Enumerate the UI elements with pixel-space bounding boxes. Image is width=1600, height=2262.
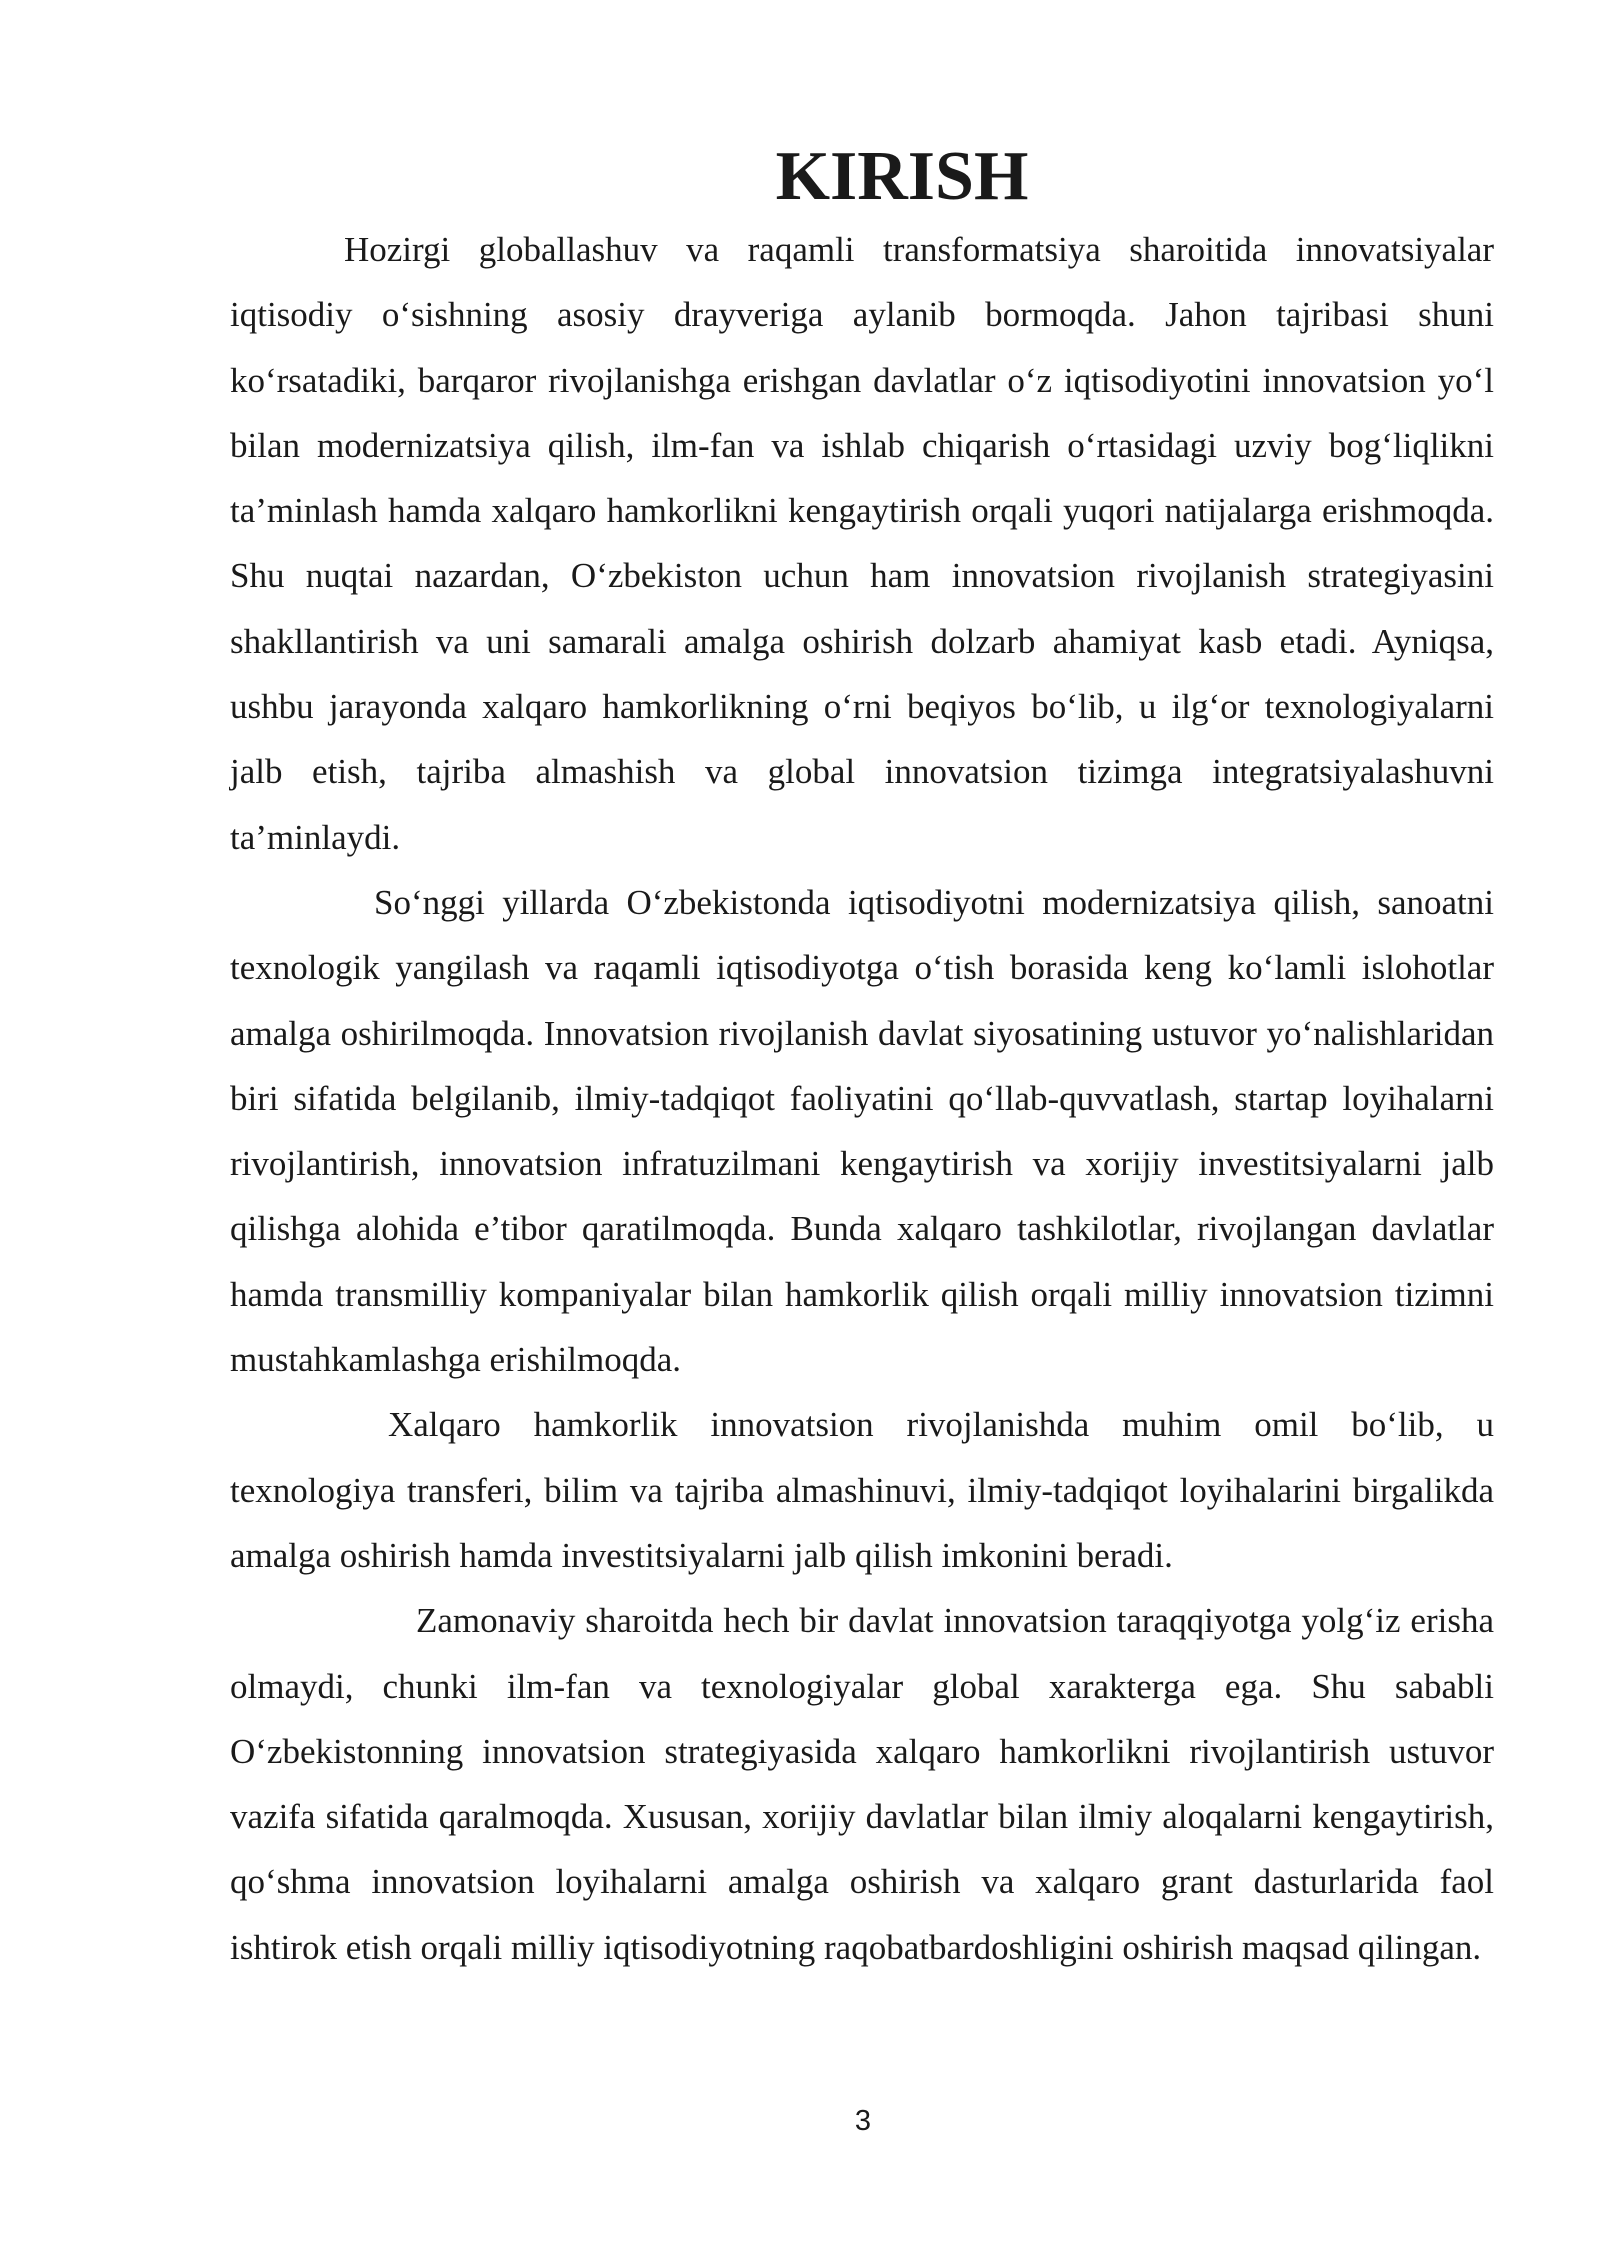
document-body xyxy=(230,138,1494,1980)
paragraph-1: Hozirgi globallashuv va raqamli transformatsiya sharoitida innovatsiyalar iqtisodiy o‘sishning asosiy drayveriga aylanib bormoqda. Jahon tajribasi shuni ko‘rsatadiki, barqaror rivojlanishga erishgan davlatlar o‘z iqtisodiyotini innovatsion yo‘l bilan modernizatsiya qilish, ilm-fan va ishlab chiqarish o‘rtasidagi uzviy bog‘liqlikni ta’minlash hamda xalqaro hamkorlikni kengaytirish orqali yuqori natijalarga erishmoqda. Shu nuqtai nazardan, O‘zbekiston uchun ham innovatsion rivojlanish strategiyasini shakllantirish va uni samarali amalga oshirish dolzarb ahamiyat kasb etadi. Ayniqsa, ushbu jarayonda xalqaro hamkorlikning o‘rni beqiyos bo‘lib, u ilg‘or texnologiyalarni jalb etish, tajriba almashish va global innovatsion tizimga integratsiyalashuvni ta’minlaydi. xyxy=(230,230,1494,857)
paragraph-4: Zamonaviy sharoitda hech bir davlat innovatsion taraqqiyotga yolg‘iz erisha olmaydi, chunki ilm-fan va texnologiyalar global xarakterga ega. Shu sababli O‘zbekistonning innovatsion strategiyasida xalqaro hamkorlikni rivojlantirish ustuvor vazifa sifatida qaralmoqda. Xususan, xorijiy davlatlar bilan ilmiy aloqalarni kengaytirish, qo‘shma innovatsion loyihalarni amalga oshirish va xalqaro grant dasturlarida faol ishtirok etish orqali milliy iqtisodiyotning raqobatbardoshligini oshirish maqsad qilingan. xyxy=(230,1601,1494,1967)
paragraph-3: Xalqaro hamkorlik innovatsion rivojlanishda muhim omil bo‘lib, u texnologiya transferi, bilim va tajriba almashinuvi, ilmiy-tadqiqot loyihalarini birgalikda amalga oshirish hamda investitsiyalarni jalb qilish imkonini beradi. xyxy=(230,1405,1494,1575)
paragraph-2: So‘nggi yillarda O‘zbekistonda iqtisodiyotni modernizatsiya qilish, sanoatni texnologik yangilash va raqamli iqtisodiyotga o‘tish borasida keng ko‘lamli islohotlar amalga oshirilmoqda. Innovatsion rivojlanish davlat siyosatining ustuvor yo‘nalishlaridan biri sifatida belgilanib, ilmiy-tadqiqot faoliyatini qo‘llab-quvvatlash, startap loyihalarni rivojlantirish, innovatsion infratuzilmani kengaytirish va xorijiy investitsiyalarni jalb qilishga alohida e’tibor qaratilmoqda. Bunda xalqaro tashkilotlar, rivojlangan davlatlar hamda transmilliy kompaniyalar bilan hamkorlik qilish orqali milliy innovatsion tizimni mustahkamlashga erishilmoqda. xyxy=(230,882,1494,1380)
page-number: 3 xyxy=(854,2105,872,2137)
section-heading: KIRISH xyxy=(775,138,1029,215)
